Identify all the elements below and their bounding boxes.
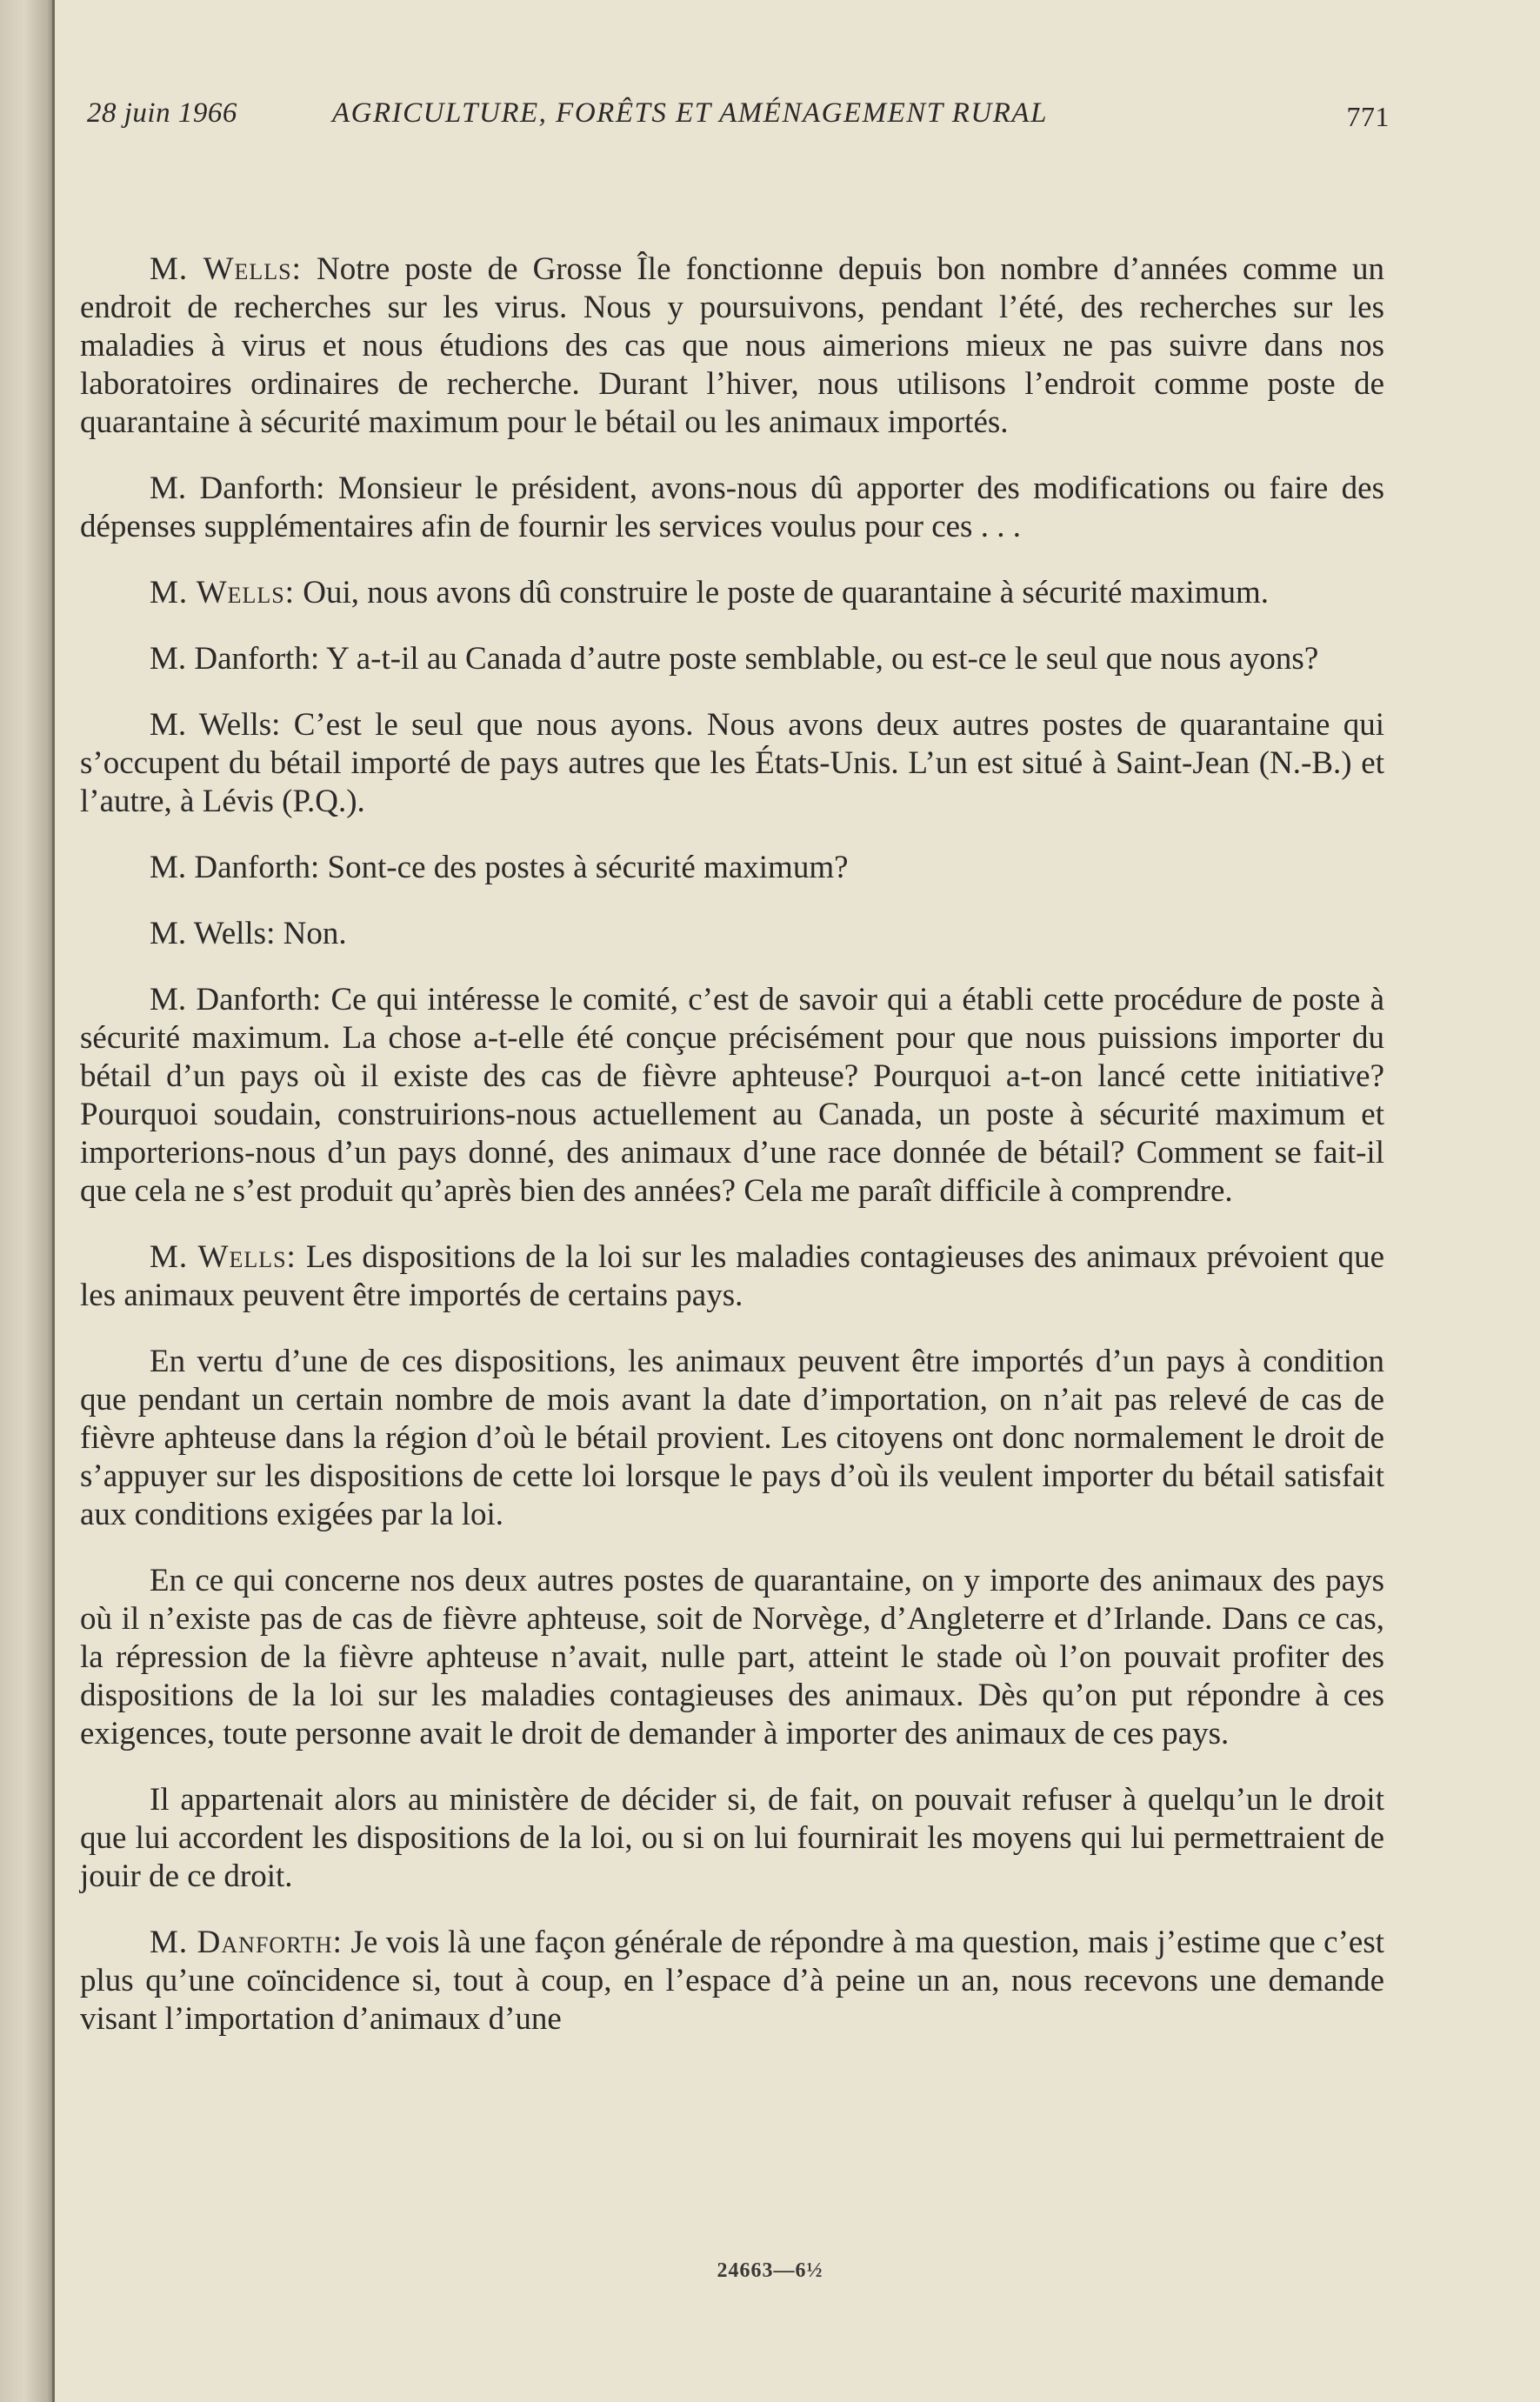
paragraph [80,1238,1384,1315]
paragraph-text: Y a-t-il au Canada d’autre poste semblable, ou est-ce le seul que nous ayons? [319,641,1319,677]
paragraph-text: Sont-ce des postes à sécurité maximum? [319,850,849,885]
paragraph-text: En ce qui concerne nos deux autres postes de quarantaine, on y importe des animaux des pays où il n’existe pas de cas de fièvre aphteuse, soit de Norvège, d’Angleterre et d’Irlande. Dans ce cas, la répression de la fièvre aphteuse n’avait, nulle part, atteint le stade où l’on pouvait profiter des dispositions de la loi sur les maladies contagieuses des animaux. Dès qu’on put répondre à ces exigences, toute personne avait le droit de demander à importer des animaux de ces pays. [80,1563,1384,1751]
speaker-name: M. Wells: [150,1239,297,1275]
book-spine-shadow [0,0,54,2402]
header-title: AGRICULTURE, FORÊTS ET AMÉNAGEMENT RURAL [332,97,1048,129]
paragraph [80,640,1384,678]
paragraph-text: En vertu d’une de ces dispositions, les animaux peuvent être importés d’un pays à condition que pendant un certain nombre de mois avant la date d’importation, on n’ait pas relevé de cas de fièvre aphteuse dans la région d’où le bétail provient. Les citoyens ont donc normalement le droit de s’appuyer sur les dispositions de cette loi lorsque le pays d’où ils veulent importer du bétail satisfait aux conditions exigées par la loi. [80,1344,1384,1532]
paragraph [80,1781,1384,1896]
paragraph-text: Non. [275,916,347,951]
paragraph [80,849,1384,887]
paragraph [80,1562,1384,1753]
speaker-name: M. Danforth: [150,470,325,506]
speaker-name: M. Danforth: [150,1925,343,1960]
speaker-name: M. Danforth: [150,641,320,677]
paragraph [80,981,1384,1211]
speaker-name: M. Wells: [150,916,276,951]
paragraph [80,574,1384,612]
document-page [80,87,1390,2066]
paragraph-text: Oui, nous avons dû construire le poste de quarantaine à sécurité maximum. [295,575,1270,611]
paragraph-text: Monsieur le président, avons-nous dû apporter des modifications ou faire des dépenses supplémentaires afin de fournir les services voulus pour ces . . . [80,470,1384,544]
paragraph [80,470,1384,546]
paragraph [80,1343,1384,1534]
speaker-name: M. Danforth: [150,850,320,885]
paragraph [80,706,1384,821]
paragraph [80,1924,1384,2038]
page-number: 771 [1346,101,1390,132]
paragraph-text: Notre poste de Grosse Île fonctionne depuis bon nombre d’années comme un endroit de recherches sur les virus. Nous y poursuivons, pendant l’été, des recherches sur les maladies à virus et nous étudions des cas que nous aimerions mieux ne pas suivre dans nos laboratoires ordinaires de recherche. Durant l’hiver, nous utilisons l’endroit comme poste de quarantaine à sécurité maximum pour le bétail ou les animaux importés. [80,251,1384,440]
speaker-name: M. Wells: [150,707,281,743]
paragraph-text: C’est le seul que nous ayons. Nous avons deux autres postes de quarantaine qui s’occupent du bétail importé de pays autres que les États-Unis. L’un est situé à Saint-Jean (N.-B.) et l’autre, à Lévis (P.Q.). [80,707,1385,819]
paragraph-text: Il appartenait alors au ministère de décider si, de fait, on pouvait refuser à quelqu’un le droit que lui accordent les dispositions de la loi, ou si on lui fournirait les moyens qui lui permettraient de jouir de ce droit. [80,1782,1384,1894]
speaker-name: M. Danforth: [150,982,322,1018]
running-header [80,87,1390,148]
speaker-name: M. Wells: [150,575,296,611]
body-text [80,250,1384,2038]
paragraph-text: Je vois là une façon générale de répondre à ma question, mais j’estime que c’est plus qu’une coïncidence si, tout à coup, en l’espace d’à peine un an, nous recevons une demande visant l’importation d’animaux d’une [80,1925,1384,2037]
paragraph [80,250,1384,442]
paragraph-text: Les dispositions de la loi sur les maladies contagieuses des animaux prévoient que les animaux peuvent être importés de certains pays. [80,1239,1384,1313]
speaker-name: M. Wells: [150,251,302,287]
paragraph [80,915,1384,953]
header-date: 28 juin 1966 [87,97,237,129]
paragraph-text: Ce qui intéresse le comité, c’est de savoir qui a établi cette procédure de poste à sécurité maximum. La chose a-t-elle été conçue précisément pour que nous puissions importer du bétail d’un pays où il existe des cas de fièvre aphteuse? Pourquoi a-t-on lancé cette initiative? Pourquoi soudain, construirions-nous actuellement au Canada, un poste à sécurité maximum et importerions-nous d’un pays donné, des animaux d’une race donnée de bétail? Comment se fait-il que cela ne s’est produit qu’après bien des années? Cela me paraît difficile à comprendre. [80,982,1384,1209]
binding-gutter-line [52,0,55,2402]
printer-folio: 24663—6½ [717,2259,823,2282]
